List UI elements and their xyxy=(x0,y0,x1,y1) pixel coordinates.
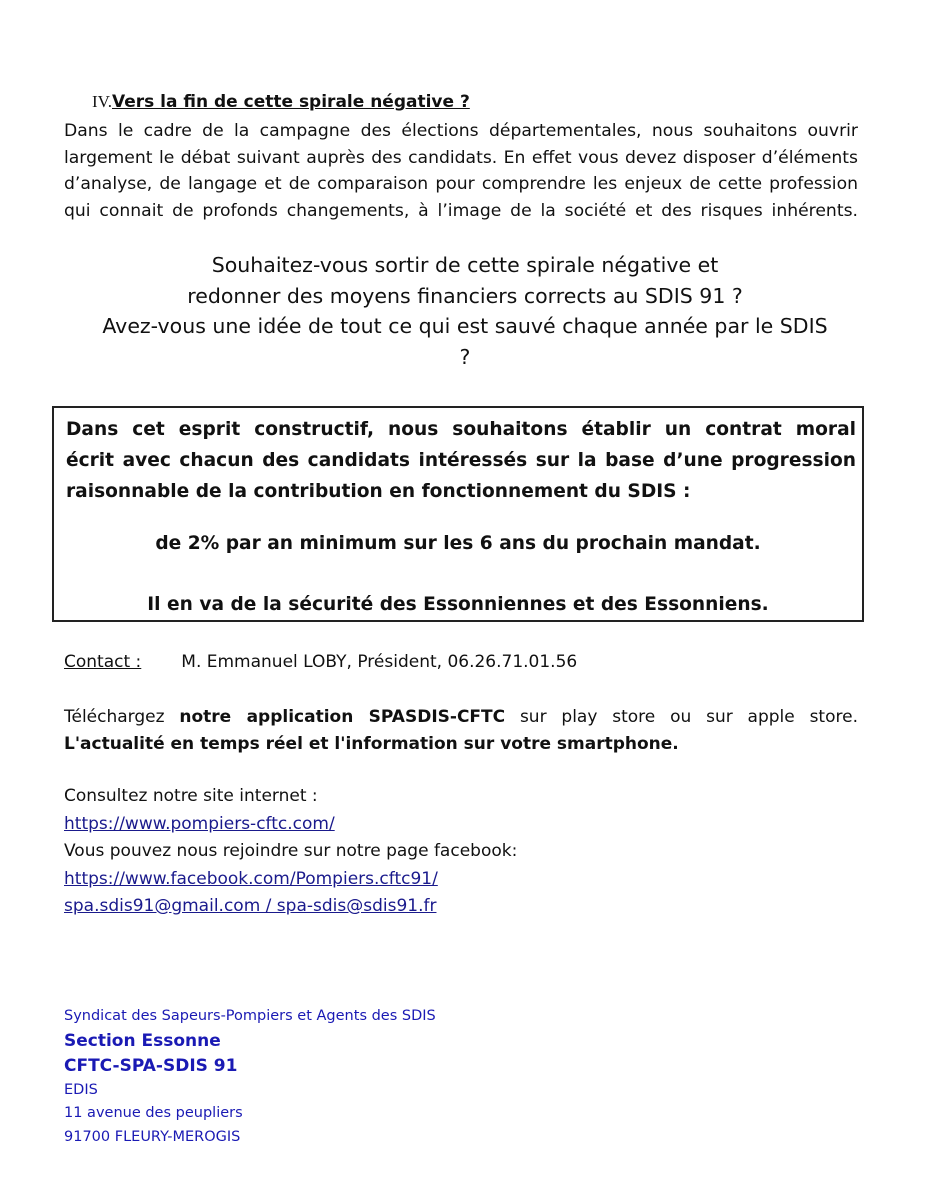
footer-union: CFTC-SPA-SDIS 91 xyxy=(64,1055,238,1076)
commitment-line: Dans cet esprit constructif, nous souhaitons établir un contrat moral xyxy=(66,419,856,440)
section-number: IV. xyxy=(92,92,112,111)
site-intro: Consultez notre site internet : xyxy=(64,786,318,806)
app-line-1 xyxy=(64,704,858,731)
question-line: Avez-vous une idée de tout ce qui est sauvé chaque année par le SDIS xyxy=(102,314,828,338)
links-block xyxy=(64,783,517,921)
footer-building: EDIS xyxy=(64,1081,98,1098)
contact-label: Contact : xyxy=(64,652,142,672)
app-line-2: L'actualité en temps réel et l'information sur votre smartphone. xyxy=(64,734,679,754)
commitment-target: de 2% par an minimum sur les 6 ans du prochain mandat. xyxy=(155,533,761,554)
commitment-line: écrit avec chacun des candidats intéressés sur la base d’une progression xyxy=(66,450,856,471)
question-line: redonner des moyens financiers corrects au SDIS 91 ? xyxy=(187,283,743,308)
intro-line: qui connait de profonds changements, à l’image de la société et des risques inhérents. xyxy=(64,200,858,221)
app-promo xyxy=(64,704,858,758)
app-suffix: sur play store ou sur apple store. xyxy=(505,707,858,727)
footer-street: 11 avenue des peupliers xyxy=(64,1105,243,1121)
commitment-text xyxy=(66,414,856,507)
intro-line: largement le débat suivant auprès des candidats. En effet vous devez disposer d’éléments xyxy=(64,147,858,168)
facebook-intro: Vous pouvez nous rejoindre sur notre page facebook: xyxy=(64,841,518,861)
site-link[interactable]: https://www.pompiers-cftc.com/ xyxy=(64,813,335,834)
intro-line: d’analyse, de langage et de comparaison pour comprendre les enjeux de cette profession xyxy=(64,174,858,194)
email-links[interactable]: spa.sdis91@gmail.com / spa-sdis@sdis91.fr xyxy=(64,896,437,916)
footer-section: Section Essonne xyxy=(64,1030,221,1051)
contact-value: M. Emmanuel LOBY, Président, 06.26.71.01.56 xyxy=(181,652,578,672)
intro-paragraph xyxy=(64,118,858,224)
question-line: ? xyxy=(459,344,471,369)
section-heading xyxy=(92,92,470,112)
question-line: Souhaitez-vous sortir de cette spirale négative et xyxy=(211,253,719,277)
questions-block xyxy=(40,250,890,372)
commitment-line: raisonnable de la contribution en fonctionnement du SDIS : xyxy=(66,481,691,502)
section-title: Vers la fin de cette spirale négative ? xyxy=(112,92,470,112)
commitment-closing: Il en va de la sécurité des Essonniennes et des Essonniens. xyxy=(147,594,769,615)
intro-line: Dans le cadre de la campagne des élections départementales, nous souhaitons ouvrir xyxy=(64,121,858,141)
app-name: notre application SPASDIS-CFTC xyxy=(179,707,506,727)
footer-address xyxy=(64,1005,436,1149)
footer-city: 91700 FLEURY-MEROGIS xyxy=(64,1128,241,1145)
footer-org: Syndicat des Sapeurs-Pompiers et Agents des SDIS xyxy=(64,1008,436,1024)
app-prefix: Téléchargez xyxy=(64,707,180,727)
facebook-link[interactable]: https://www.facebook.com/Pompiers.cftc91/ xyxy=(64,868,438,889)
contact-line xyxy=(64,652,577,672)
